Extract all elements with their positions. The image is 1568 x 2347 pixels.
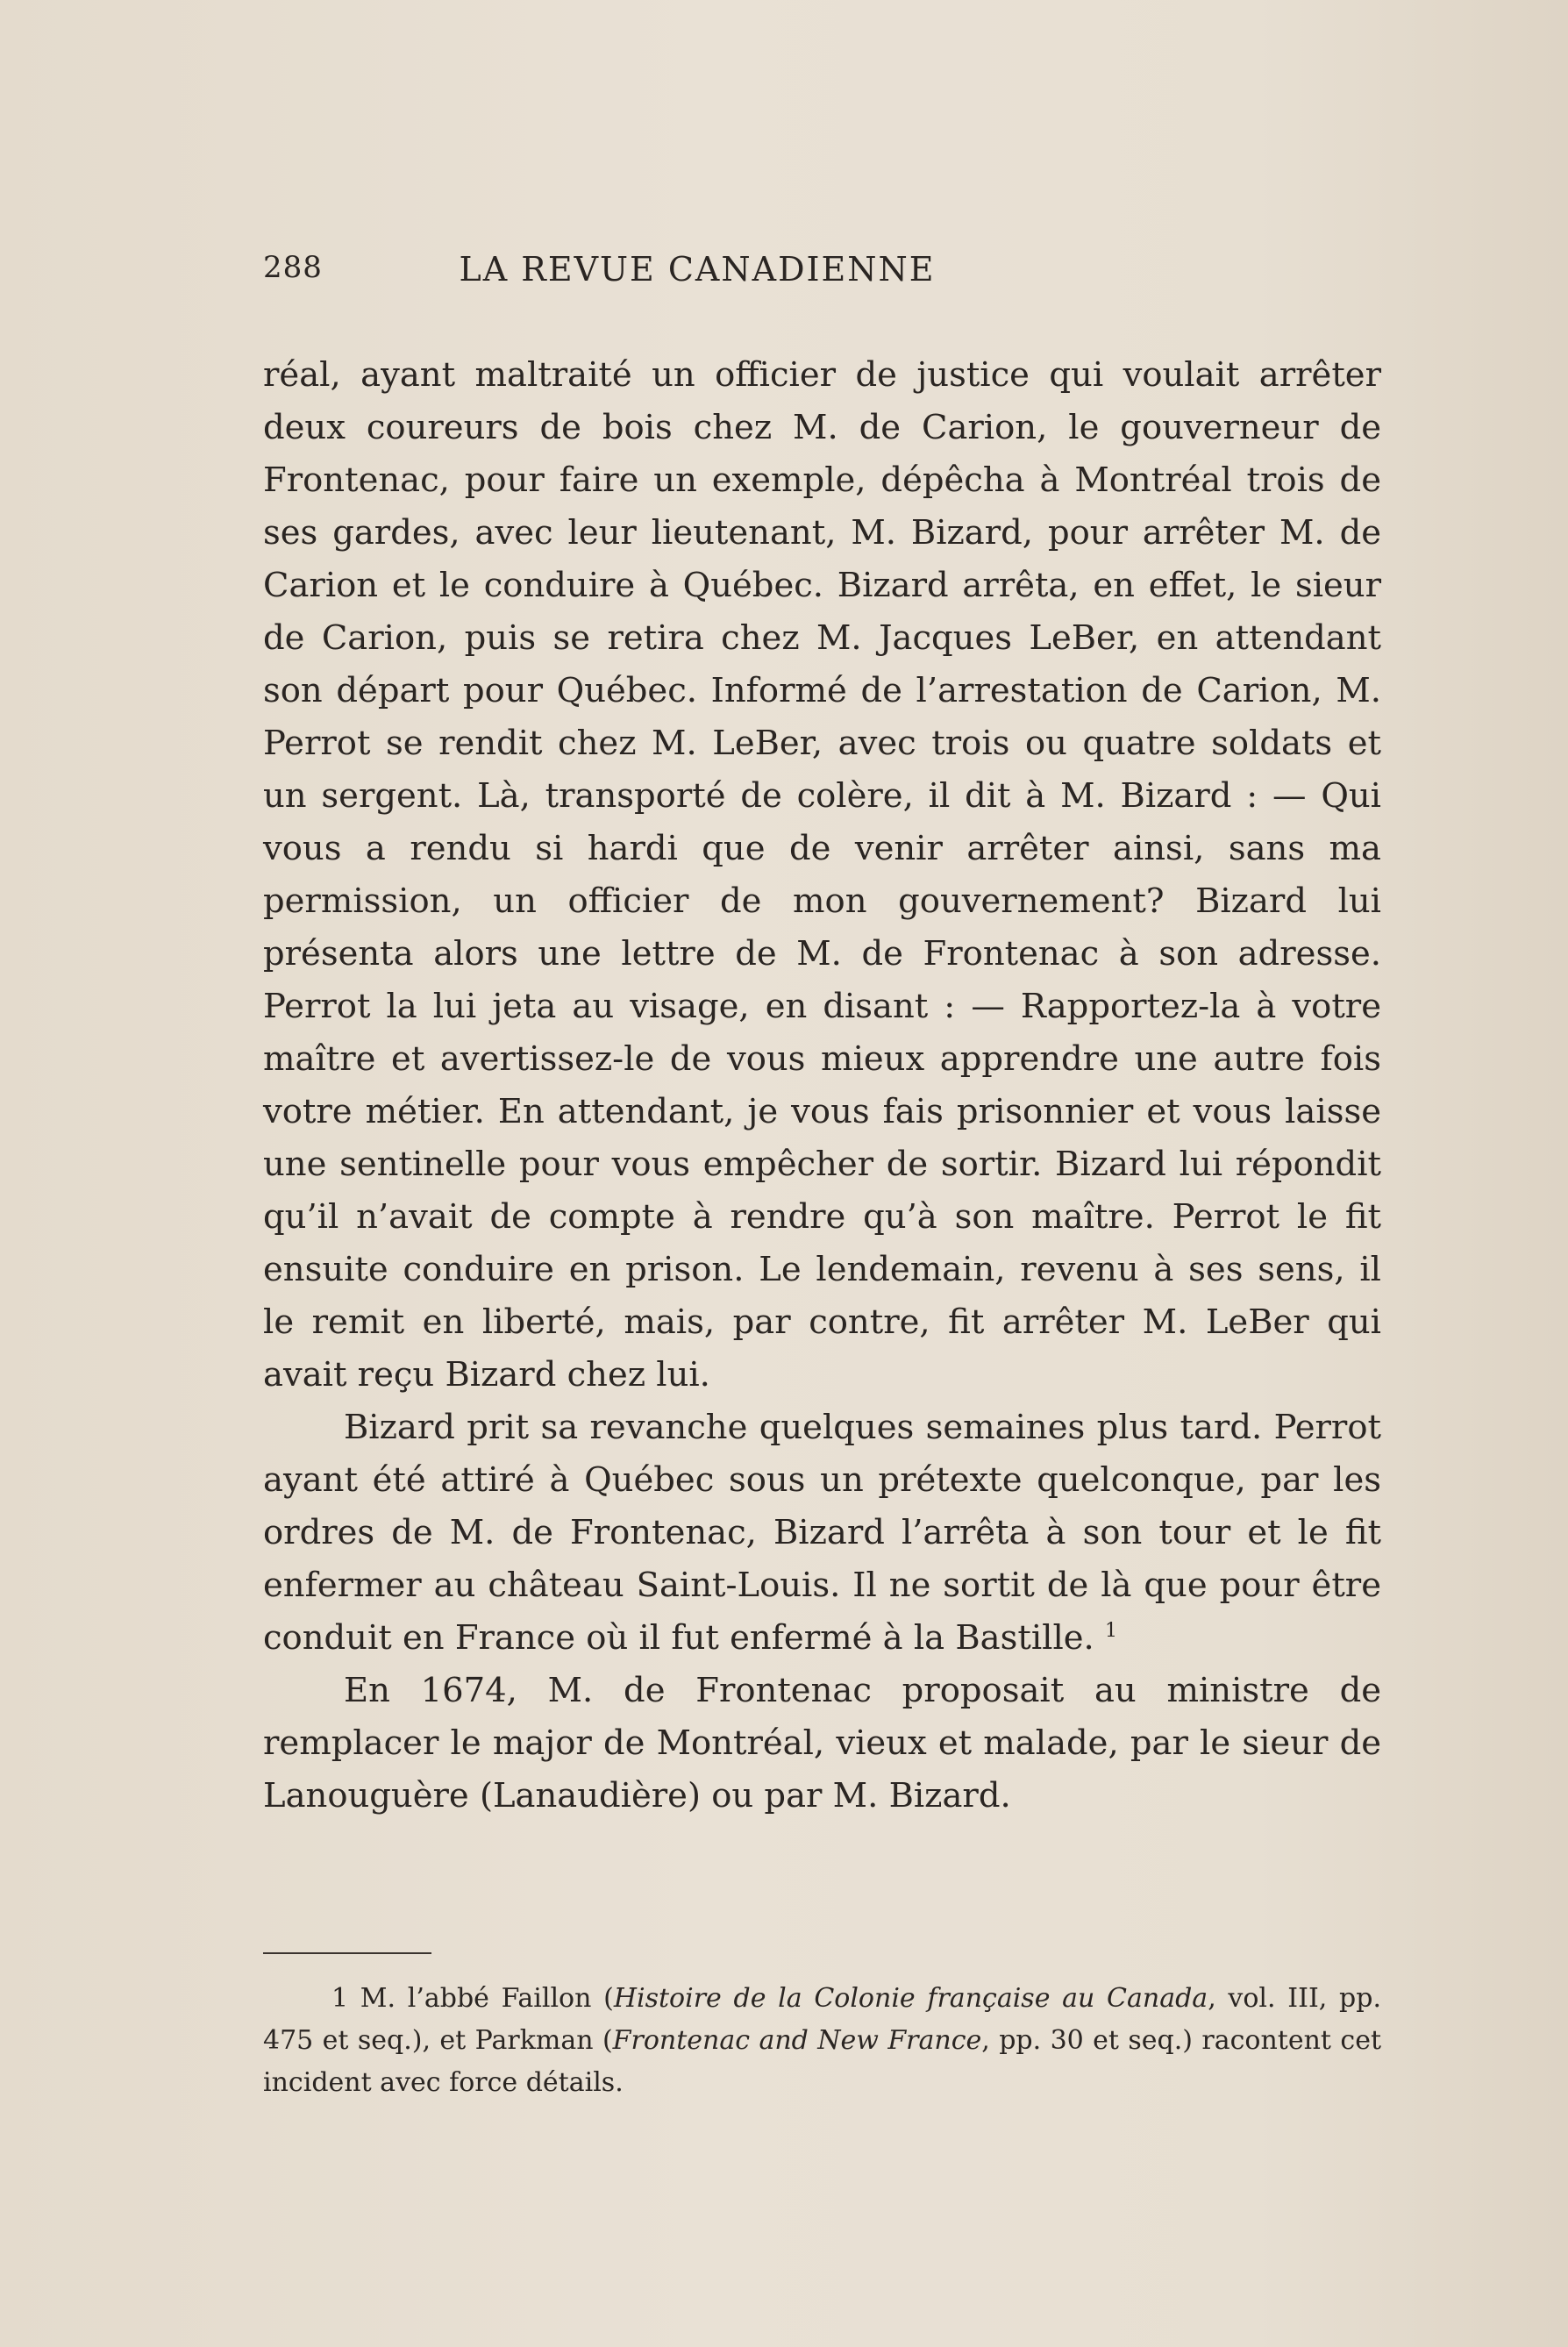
paragraph-2	[263, 1402, 1381, 1665]
footnote-reference: 1	[1105, 1620, 1118, 1643]
footnote-marker: 1	[331, 1983, 349, 2014]
footnote-title-1: Histoire de la Colonie française au Canada	[613, 1983, 1208, 2014]
footnote-title-2: Frontenac and New France	[612, 2025, 982, 2056]
footnote-divider	[263, 1952, 431, 1954]
paragraph-3: En 1674, M. de Frontenac proposait au ministre de remplacer le major de Montréal, vieux et malade, par le sieur de Lanouguère (Lanaudière) ou par M. Bizard.	[263, 1671, 1381, 1816]
footnote-text-middle: , vol. III, pp. 475 et seq.), et Parkman (	[263, 1983, 1381, 2056]
paragraph-1: réal, ayant maltraité un officier de justice qui voulait arrêter deux coureurs de bois chez M. de Carion, le gouverneur de Frontenac, pour faire un exemple, dépêcha à Montréal trois de ses gardes, avec leur lieutenant, M. Bizard, pour arrêter M. de Carion et le conduire à Québec. Bizard arrêta, en effet, le sieur de Carion, puis se retira chez M. Jacques LeBer, en attendant son départ pour Québec. Informé de l’arrestation de Carion, M. Perrot se rendit chez M. LeBer, avec trois ou quatre soldats et un sergent. Là, transporté de colère, il dit à M. Bizard : — Qui vous a rendu si hardi que de venir arrêter ainsi, sans ma permission, un officier de mon gouvernement? Bizard lui présenta alors une lettre de M. de Frontenac à son adresse. Perrot la lui jeta au visage, en disant : — Rapportez-la à votre maître et avertissez-le de vous mieux apprendre une autre fois votre métier. En attendant, je vous fais prisonnier et vous laisse une sentinelle pour vous empêcher de sortir. Bizard lui répondit qu’il n’avait de compte à rendre qu’à son maître. Perrot le fit ensuite conduire en prison. Le lendemain, revenu à ses sens, il le remit en liberté, mais, par contre, fit arrêter M. LeBer qui avait reçu Bizard chez lui.	[263, 355, 1381, 1395]
running-title: LA REVUE CANADIENNE	[459, 250, 936, 289]
page-number: 288	[263, 250, 323, 285]
footnote	[263, 1978, 1381, 2104]
footnote-text-before: M. l’abbé Faillon (	[348, 1983, 614, 2014]
running-header	[263, 250, 1079, 294]
footnote-text-after: , pp. 30 et seq.) racontent cet incident avec force détails.	[263, 2025, 1382, 2098]
body-text	[263, 349, 1381, 1823]
paragraph-2-text: Bizard prit sa revanche quelques semaines plus tard. Perrot ayant été attiré à Québec sous un prétexte quelconque, par les ordres de M. de Frontenac, Bizard l’arrêta à son tour et le fit enfermer au château Saint-Louis. Il ne sortit de là que pour être conduit en France où il fut enfermé à la Bastille.	[263, 1408, 1381, 1658]
